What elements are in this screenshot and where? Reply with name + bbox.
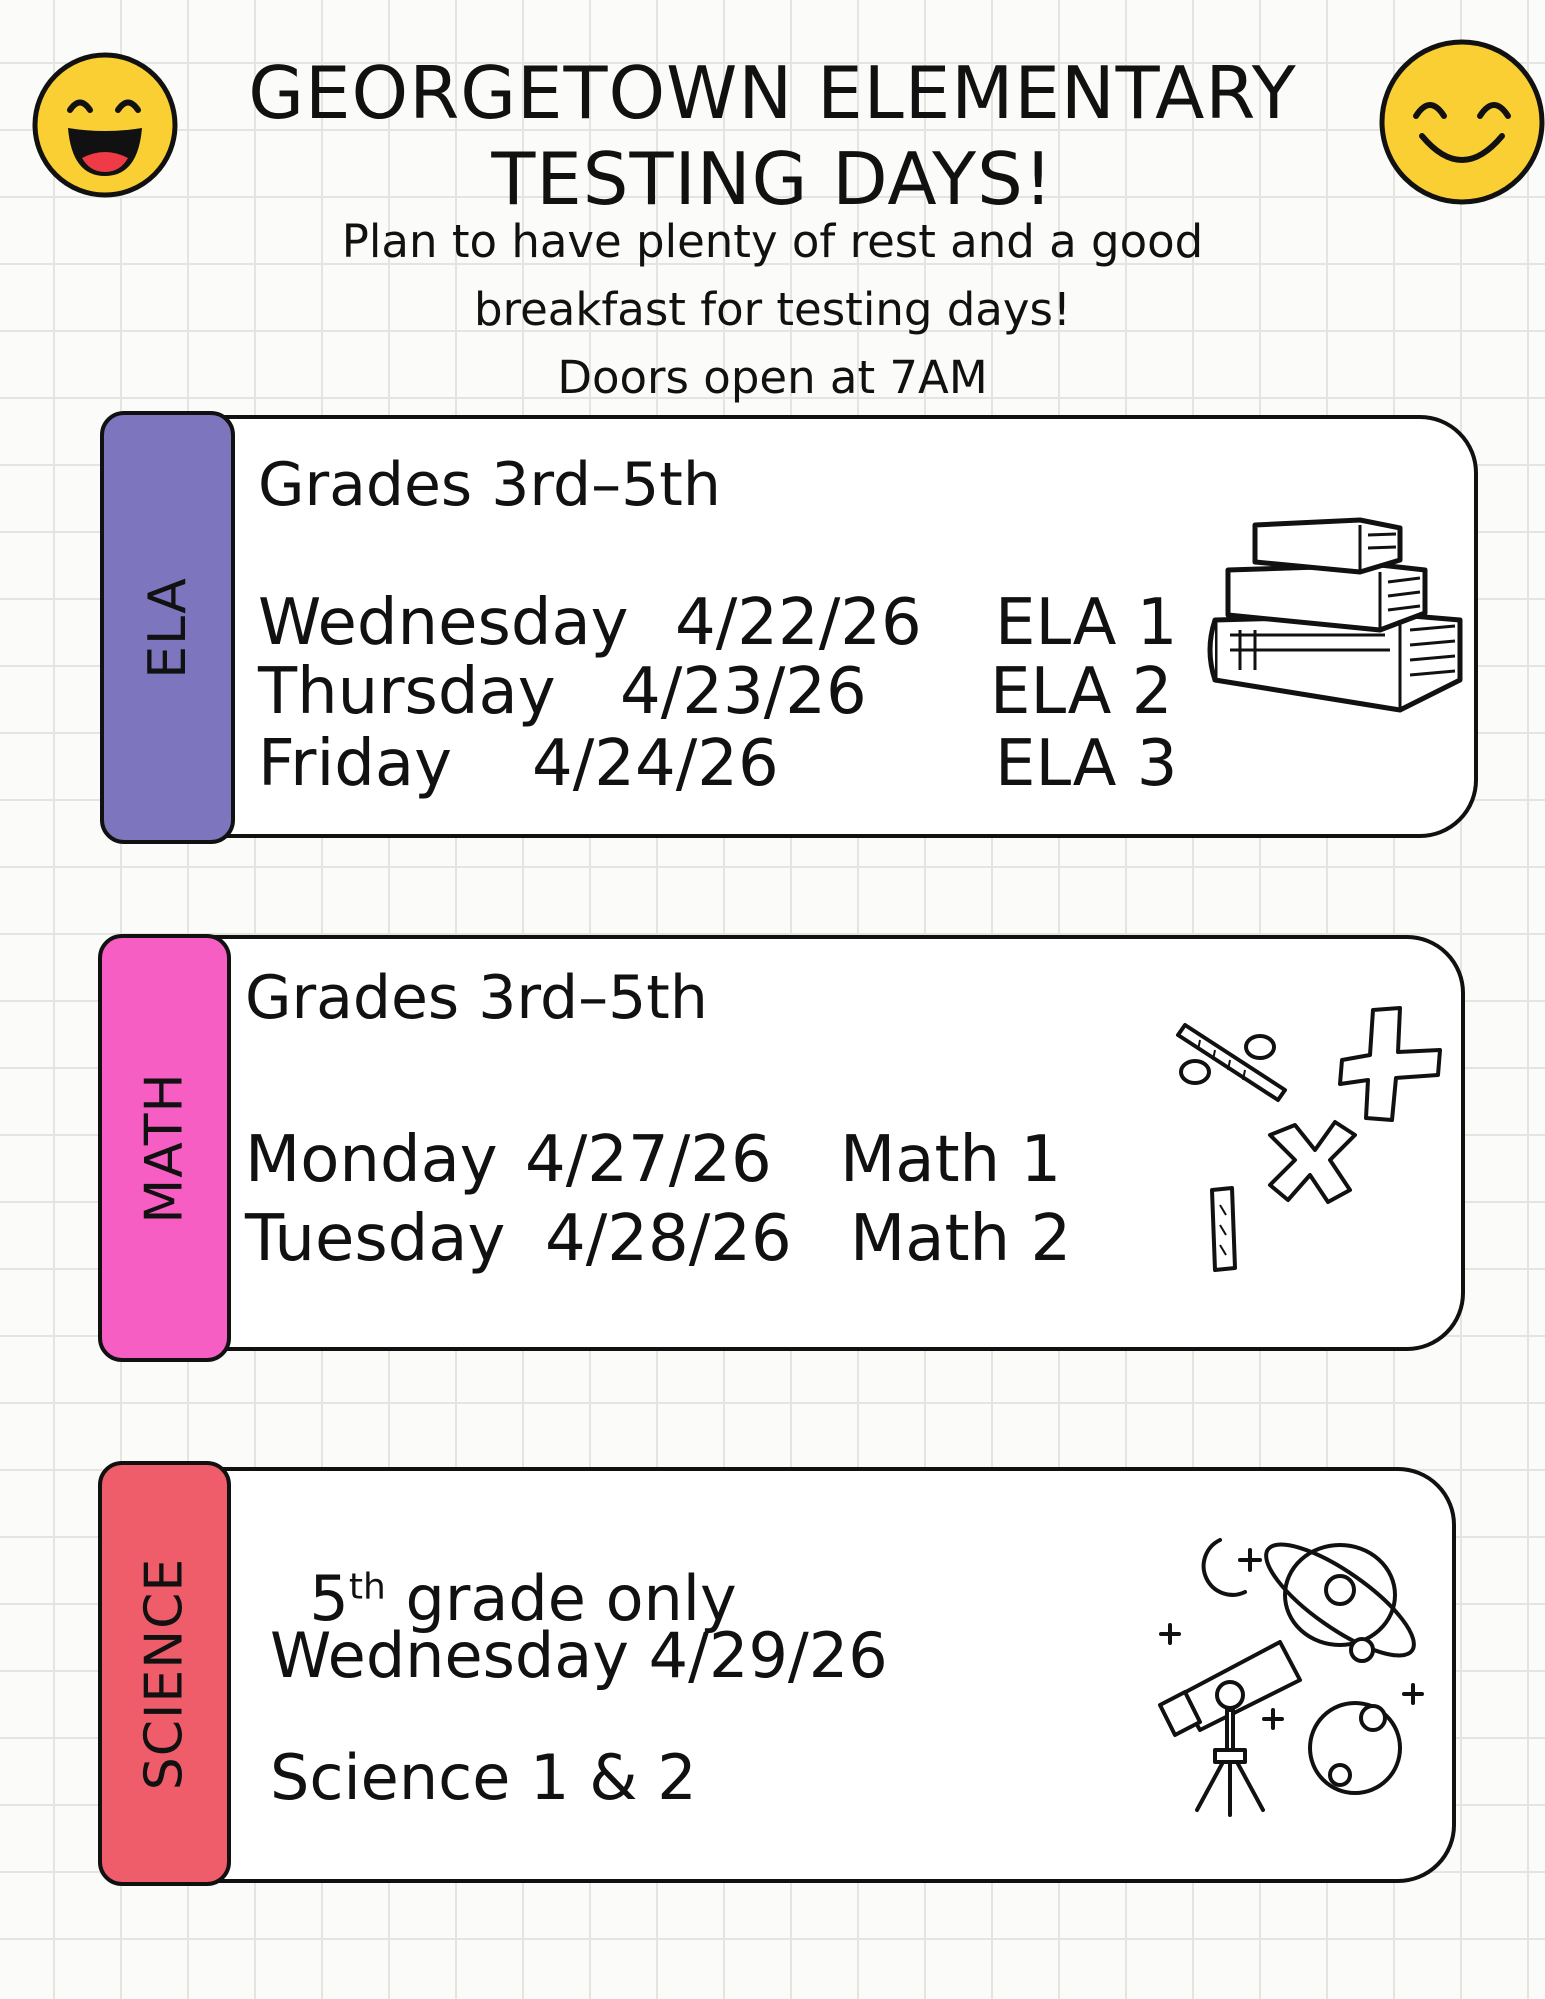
subtitle-line-1: Plan to have plenty of rest and a good	[341, 215, 1204, 268]
subtitle-line-2: breakfast for testing days!	[474, 283, 1071, 336]
science-tab-label: SCIENCE	[134, 1557, 195, 1790]
ela-test-3: ELA 3	[995, 727, 1178, 801]
math-day-1: Monday	[245, 1123, 498, 1197]
title-line-1: GEORGETOWN ELEMENTARY	[248, 51, 1297, 135]
title-line-2: TESTING DAYS!	[491, 137, 1054, 221]
math-grades: Grades 3rd–5th	[245, 963, 708, 1033]
science-grade-number: 5	[309, 1562, 349, 1635]
science-date-line: Wednesday 4/29/26	[270, 1619, 888, 1692]
science-grade-suffix: th	[348, 1566, 386, 1608]
science-tab	[98, 1461, 231, 1886]
ela-day-1: Wednesday	[258, 586, 629, 660]
ela-tab	[100, 411, 235, 844]
ela-day-2: Thursday	[258, 655, 556, 729]
science-grade	[270, 1506, 737, 1635]
page-subtitle	[250, 208, 1295, 412]
math-date-2: 4/28/26	[545, 1202, 792, 1276]
math-tab-label: MATH	[134, 1072, 195, 1224]
ela-day-3: Friday	[258, 727, 452, 801]
math-date-1: 4/27/26	[525, 1123, 772, 1197]
page-title	[210, 50, 1335, 222]
books-icon	[1200, 510, 1470, 720]
laughing-face-icon	[30, 50, 180, 200]
science-test-line: Science 1 & 2	[270, 1741, 697, 1814]
math-test-2: Math 2	[850, 1202, 1072, 1276]
telescope-planets-icon	[1145, 1530, 1435, 1820]
ela-date-3: 4/24/26	[532, 727, 779, 801]
smiling-face-icon	[1376, 36, 1545, 208]
ela-test-2: ELA 2	[990, 655, 1173, 729]
ela-date-2: 4/23/26	[620, 655, 867, 729]
math-tab	[98, 934, 231, 1362]
math-test-1: Math 1	[840, 1123, 1062, 1197]
science-grade-rest: grade only	[385, 1562, 737, 1635]
subtitle-line-3: Doors open at 7AM	[557, 351, 988, 404]
math-day-2: Tuesday	[245, 1202, 506, 1276]
ela-grades: Grades 3rd–5th	[258, 450, 721, 520]
ela-tab-label: ELA	[137, 576, 198, 679]
ela-date-1: 4/22/26	[675, 586, 922, 660]
math-symbols-icon	[1170, 1000, 1460, 1290]
ela-test-1: ELA 1	[995, 586, 1178, 660]
